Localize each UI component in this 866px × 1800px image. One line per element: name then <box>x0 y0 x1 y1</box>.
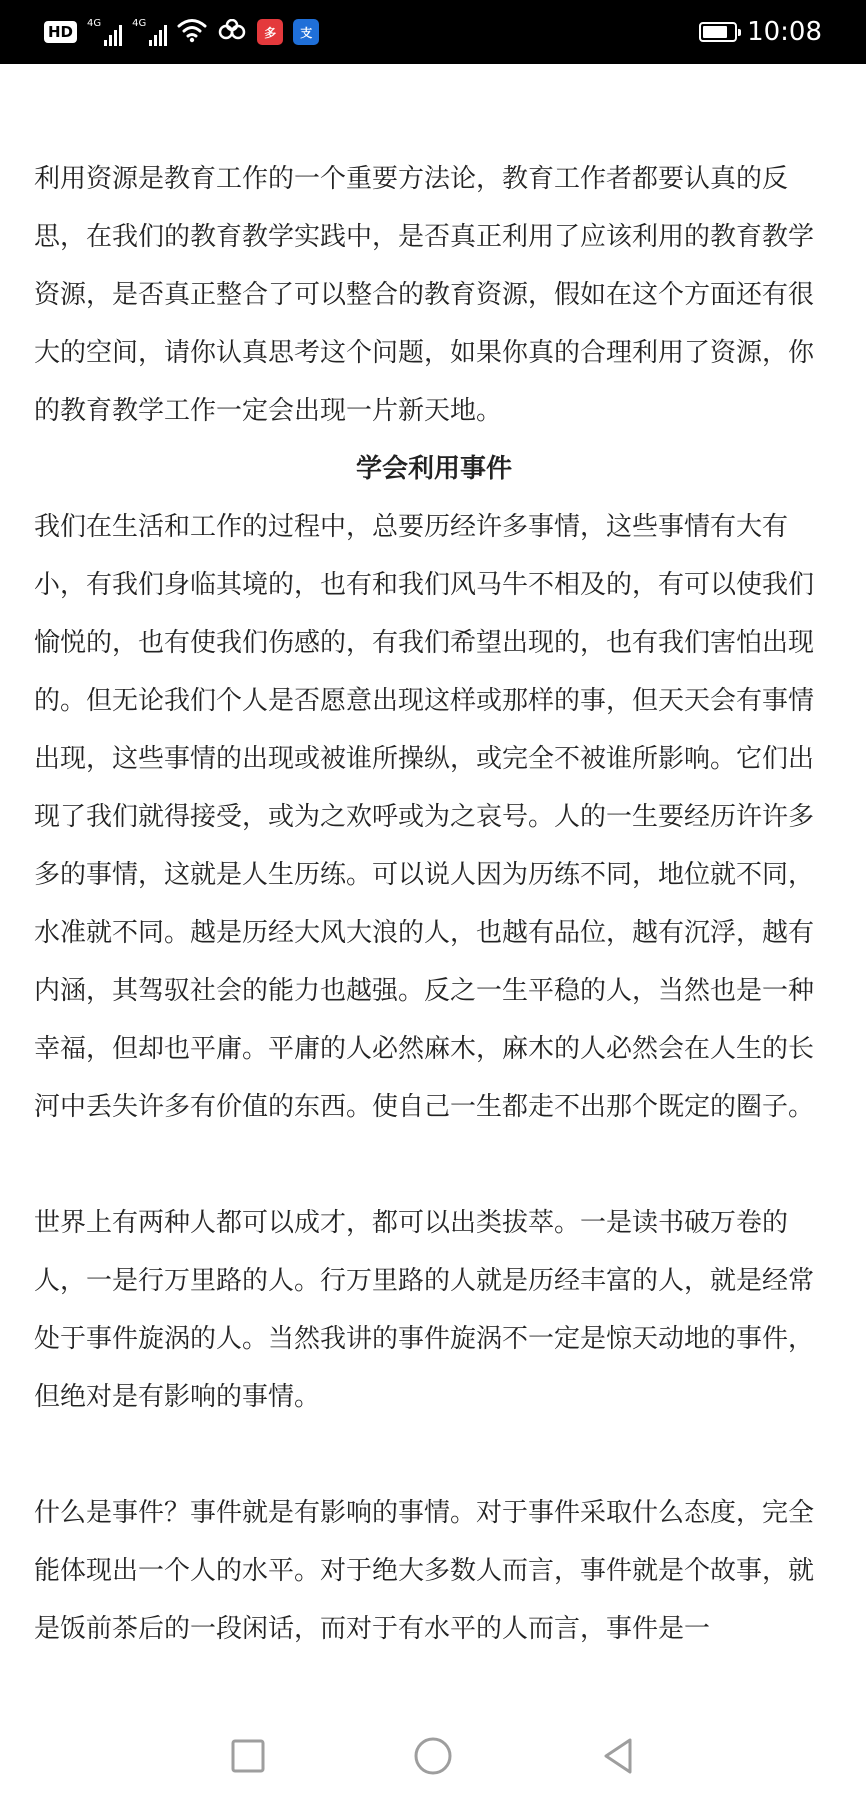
article-paragraph: 什么是事件？事件就是有影响的事情。对于事件采取什么态度，完全能体现出一个人的水平。对于绝大多数人而言，事件就是个故事，就是饭前茶后的一段闲话，而对于有水平的人而言，事件是一 <box>34 1498 815 1644</box>
home-circle-icon[interactable] <box>411 1734 455 1778</box>
hd-icon: HD <box>44 21 77 43</box>
article-content[interactable] <box>34 150 834 1710</box>
paragraph-spacer <box>34 1136 834 1194</box>
paragraph-spacer <box>34 1426 834 1484</box>
signal-icon <box>87 18 122 46</box>
status-bar <box>0 0 866 64</box>
back-triangle-icon[interactable] <box>596 1734 640 1778</box>
article-paragraph: 我们在生活和工作的过程中，总要历经许多事情，这些事情有大有小，有我们身临其境的，也有和我们风马牛不相及的，有可以使我们愉悦的，也有使我们伤感的，有我们希望出现的，也有我们害怕出现的。但无论我们个人是否愿意出现这样或那样的事，但天天会有事情出现，这些事情的出现或被谁所操纵，或完全不被谁所影响。它们出现了我们就得接受，或为之欢呼或为之哀号。人的一生要经历许许多多的事情，这就是人生历练。可以说人因为历练不同，地位就不同，水准就不同。越是历经大风大浪的人，也越有品位，越有沉浮，越有内涵，其驾驭社会的能力也越强。反之一生平稳的人，当然也是一种幸福，但却也平庸。平庸的人必然麻木，麻木的人必然会在人生的长河中丢失许多有价值的东西。使自己一生都走不出那个既定的圈子。 <box>34 512 815 1122</box>
article-paragraph: 世界上有两种人都可以成才，都可以出类拔萃。一是读书破万卷的人，一是行万里路的人。行万里路的人就是历经丰富的人，就是经常处于事件旋涡的人。当然我讲的事件旋涡不一定是惊天动地的事件，但绝对是有影响的事情。 <box>34 1208 815 1412</box>
clock: 10:08 <box>747 17 822 47</box>
recents-square-icon[interactable] <box>226 1734 270 1778</box>
wifi-icon <box>177 17 207 47</box>
app-icon: 支 <box>293 19 319 45</box>
app-icon: 多 <box>257 19 283 45</box>
network-type-label: 4G <box>132 18 147 29</box>
status-system <box>699 14 822 50</box>
battery-level <box>703 26 727 38</box>
signal-icon <box>132 18 167 46</box>
content-fade <box>34 1670 834 1710</box>
infinity-icon <box>217 19 247 45</box>
battery-icon <box>699 22 737 42</box>
section-heading: 学会利用事件 <box>355 454 512 484</box>
status-indicators <box>44 14 319 50</box>
article-paragraph: 利用资源是教育工作的一个重要方法论，教育工作者都要认真的反思，在我们的教育教学实践中，是否真正利用了应该利用的教育教学资源，是否真正整合了可以整合的教育资源，假如在这个方面还有很大的空间，请你认真思考这个问题，如果你真的合理利用了资源，你的教育教学工作一定会出现一片新天地。 <box>34 164 815 426</box>
navigation-bar <box>0 1710 866 1800</box>
network-type-label: 4G <box>87 18 102 29</box>
